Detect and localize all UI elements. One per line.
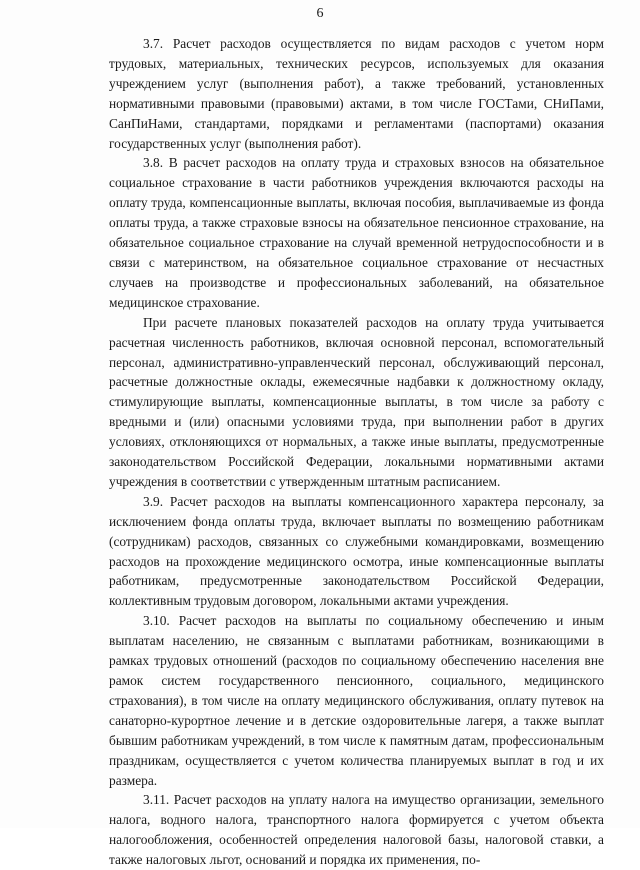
paragraph-3-9: 3.9. Расчет расходов на выплаты компенсационного характера персоналу, за исключением фонда оплаты труда, включает выплаты по возмещению работникам (сотрудникам) расходов, связанных со служебными командировками, возмещению расходов на прохождение медицинского осмотра, иные компенсационные выплаты работникам, предусмотренные законодательством Российской Федерации, коллективным трудовым договором, локальными актами учреждения. [109, 493, 604, 609]
paragraph-3-10: 3.10. Расчет расходов на выплаты по социальному обеспечению и иным выплатам населению, не связанным с выплатами работникам, возникающими в рамках трудовых отношений (расходов по социальному обеспечению населения вне рамок систем государственного пенсионного, социального, медицинского страхования), в том числе на оплату медицинского обслуживания, оплату путевок на санаторно-курортное лечение и в детские оздоровительные лагеря, а также выплат бывшим работникам учреждений, в том числе к памятным датам, профессиональным праздникам, осуществляется с учетом количества планируемых выплат в год и их размера. [109, 613, 604, 788]
paragraph-payroll-planning: При расчете плановых показателей расходов на оплату труда учитывается расчетная численность работников, включая основной персонал, вспомогательный персонал, административно-управленческий персонал, обслуживающий персонал, расчетные должностные оклады, ежемесячные надбавки к должностному окладу, стимулирующие выплаты, компенсационные выплаты, в том числе за работу с вредными и (или) опасными условиями труда, при выполнении работ в других условиях, отклоняющихся от нормальных, а также иные выплаты, предусмотренные законодательством Российской Федерации, локальными нормативными актами учреждения в соответствии с утвержденным штатным расписанием. [109, 314, 604, 489]
paragraph-3-7: 3.7. Расчет расходов осуществляется по видам расходов с учетом норм трудовых, материальных, технических ресурсов, используемых для оказания учреждением услуг (выполнения работ), а также требований, установленных нормативными правовыми (правовыми) актами, в том числе ГОСТами, СНиПами, СанПиНами, стандартами, порядками и регламентами (паспортами) оказания государственных услуг (выполнения работ). [109, 36, 604, 151]
paragraph-3-11: 3.11. Расчет расходов на уплату налога на имущество организации, земельного налога, водного налога, транспортного налога формируется с учетом объекта налогообложения, особенностей определения налоговой базы, налоговой ставки, а также налоговых льгот, оснований и порядка их применения, по- [109, 792, 604, 868]
paragraph-3-8: 3.8. В расчет расходов на оплату труда и страховых взносов на обязательное социальное страхование в части работников учреждения включаются расходы на оплату труда, компенсационные выплаты, включая пособия, выплачиваемые из фонда оплаты труда, а также страховые взносы на обязательное пенсионное страхование, на обязательное социальное страхование на случай временной нетрудоспособности и в связи с материнством, на обязательное социальное страхование от несчастных случаев на производстве и профессиональных заболеваний, на обязательное медицинское страхование. [109, 155, 604, 310]
document-body [109, 34, 604, 870]
page-number: 6 [316, 6, 324, 21]
